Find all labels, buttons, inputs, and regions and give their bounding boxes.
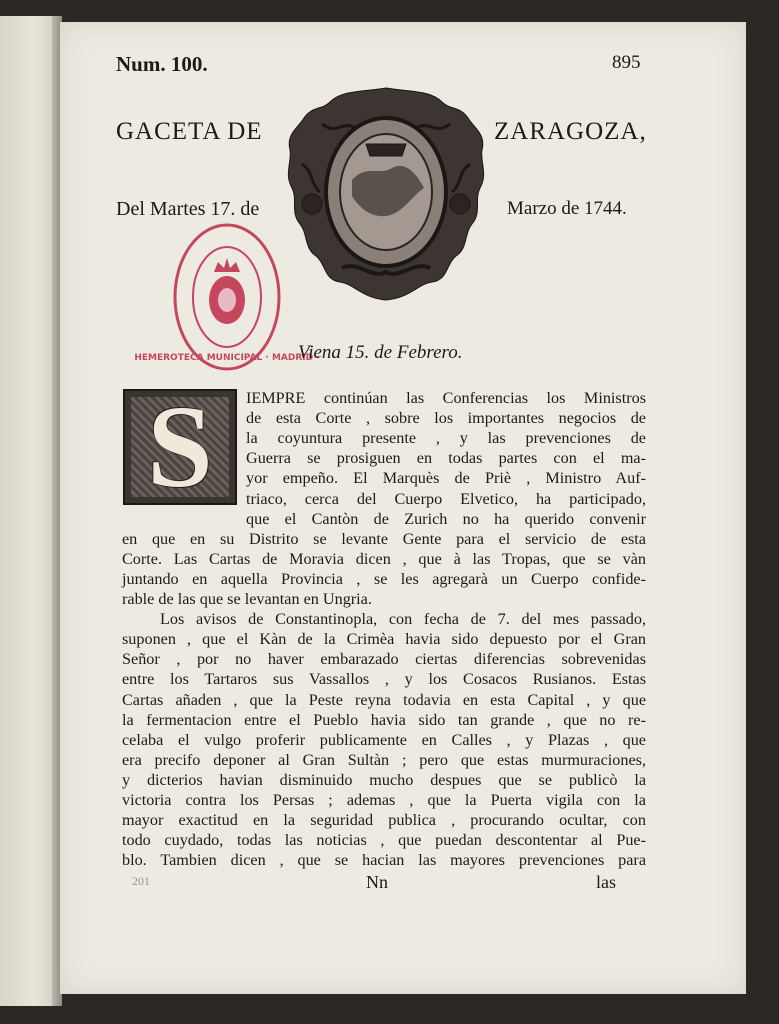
text-line: Guerra se prosiguen en todas partes con el ma- [246, 449, 646, 468]
text-line: mayor exactitud en la seguridad publica , procurando ocultar, con [122, 811, 646, 830]
issue-date-right: Marzo de 1744. [507, 198, 627, 219]
text-line: Los avisos de Constantinopla, con fecha de 7. del mes passado, [160, 610, 646, 629]
faint-number: 201 [132, 874, 150, 888]
masthead-title-left: GACETA DE [116, 118, 263, 145]
text-line: IEMPRE continúan las Conferencias los Ministros [246, 389, 646, 407]
issue-date-left: Del Martes 17. de [116, 198, 260, 220]
text-line: triaco, cerca del Cuerpo Elvetico, ha participado, [246, 489, 646, 508]
left-page [0, 16, 58, 1006]
stamp-text: HEMEROTECA MUNICIPAL · MADRID · [134, 353, 320, 363]
initial-letter: S [147, 381, 213, 512]
issue-number: Num. 100. [116, 52, 208, 76]
text-line: Corte. Las Cartas de Moravia dicen , que à las Tropas, que se vàn [122, 549, 646, 568]
text-line: que el Cantòn de Zurich no ha querido convenir [246, 509, 646, 528]
text-line: y dicterios havian disminuido mucho despues que se publicò la [122, 770, 646, 789]
library-stamp-icon [134, 222, 320, 372]
text-line: suponen , que el Kàn de la Crimèa havia sido depuesto por el Gran [122, 630, 646, 649]
text-line: juntando en aquella Provincia , se les agregarà un Cuerpo confide- [122, 569, 646, 588]
dateline: Viena 15. de Febrero. [298, 342, 463, 363]
signature-mark: Nn [366, 872, 388, 892]
text-line: en que en su Distrito se levante Gente para el servicio de esta [122, 529, 646, 548]
text-line: de esta Corte , sobre los importantes negocios de [246, 409, 646, 428]
coat-of-arms-icon [282, 84, 490, 304]
masthead-title-right: ZARAGOZA, [494, 118, 647, 145]
text-line: todo cuydado, todas las noticias , que puedan descontentar al Pue- [122, 831, 646, 850]
text-line: la coyuntura presente , y las prevenciones de [246, 429, 646, 448]
text-line: blo. Tambien dicen , que se hacian las mayores prevenciones para [122, 851, 646, 870]
text-line: era precifo deponer al Gran Sultàn ; pero que estas murmuraciones, [122, 750, 646, 769]
text-line: Señor , por no haver embarazado ciertas diferencias sobrevenidas [122, 650, 646, 669]
text-line: yor empeño. El Marquès de Priè , Ministro Auf- [246, 469, 646, 488]
text-line: la fermentacion entre el Pueblo havia sido tan grande , que no re- [122, 710, 646, 729]
catchword: las [596, 872, 616, 892]
page-number: 895 [612, 52, 641, 73]
text-line: victoria contra los Persas ; ademas , que la Puerta vigila con la [122, 791, 646, 809]
text-line: entre los Tartaros sus Vassallos , y los Cosacos Rusianos. Estas [122, 670, 646, 689]
gazette-page [60, 22, 746, 994]
decorated-initial [123, 381, 237, 512]
text-line: celaba el vulgo proferir publicamente en Calles , y Plazas , que [122, 730, 646, 749]
text-line: Cartas añaden , que la Peste reyna todavia en esta Capital , y que [122, 690, 646, 709]
text-line: rable de las que se levantan en Ungria. [122, 590, 372, 608]
